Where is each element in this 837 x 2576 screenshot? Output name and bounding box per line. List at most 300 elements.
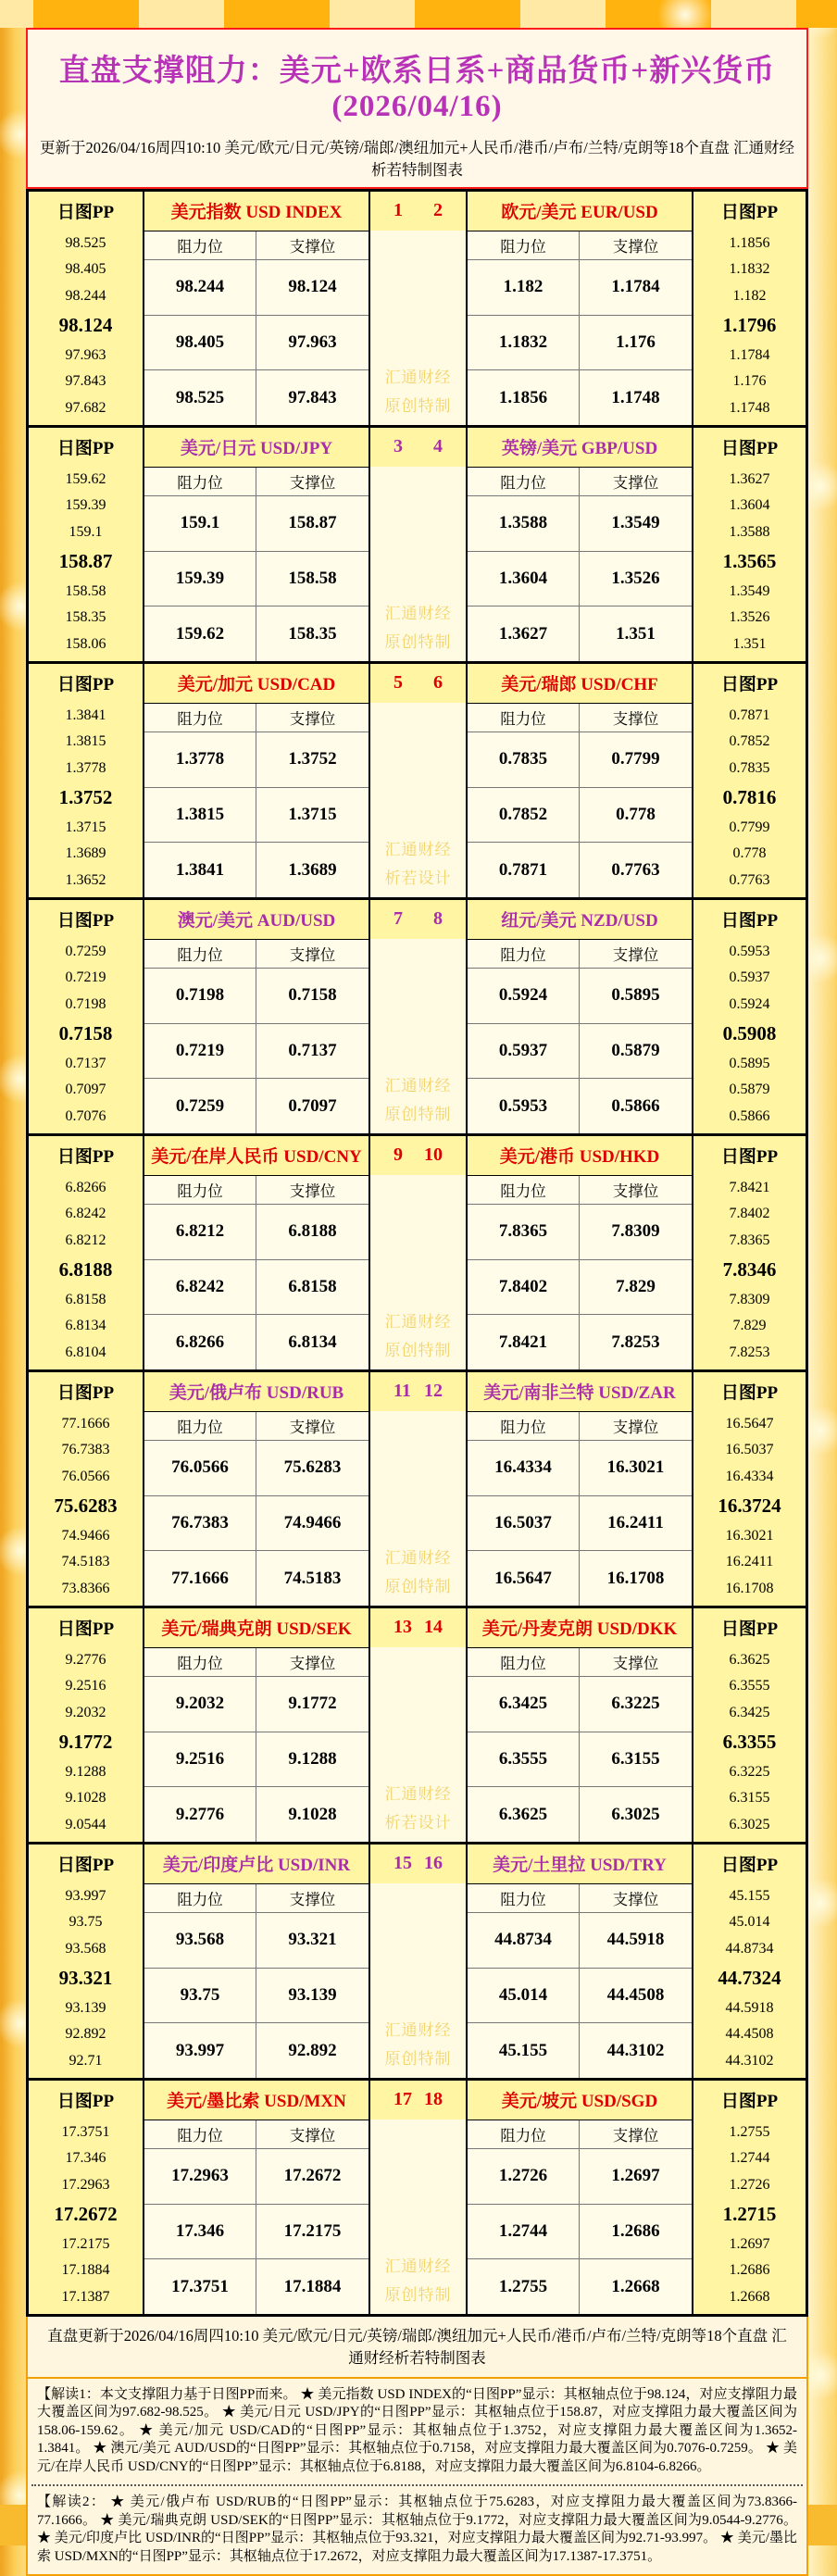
resistance-header-label: 阻力位 [144,468,256,495]
support-header-label: 支撑位 [289,945,336,964]
pair-title-right: 美元/丹麦克朗 USD/DKK [468,1608,692,1648]
resistance-value: 159.1 [144,496,256,551]
rs-row [144,788,369,844]
support-value: 98.124 [288,277,337,297]
resistance-value: 0.7259 [144,1079,256,1133]
pair-table-left [144,1136,369,1369]
pp-level-value: 6.8242 [65,1206,106,1222]
currency-block [29,900,806,1136]
pp-level-value: 97.682 [65,399,106,416]
resistance-header-label: 阻力位 [144,940,256,968]
pair-number-left: 11 [394,1381,411,1402]
pp-level-value: 6.3425 [729,1704,770,1720]
watermark-line: 汇通财经 [384,368,452,386]
pp-level-list [29,1411,143,1606]
pp-level-value: 1.1748 [729,399,770,416]
pair-title-left: 澳元/美元 AUD/USD [144,900,369,940]
support-value: 44.4508 [606,1984,665,2005]
resistance-header-label: 阻力位 [144,1884,256,1912]
resistance-value: 76.0566 [144,1441,256,1495]
pp-level-value: 1.3689 [65,845,106,862]
rs-row [144,843,369,897]
rs-header-row [468,940,692,969]
pp-level-value: 7.8309 [729,1291,770,1307]
resistance-value: 0.7835 [468,732,580,787]
pp-level-value: 0.7799 [729,819,770,835]
pp-level-list [29,703,143,897]
resistance-value: 17.3751 [144,2259,256,2314]
center-column [369,428,468,661]
support-header-label: 支撑位 [612,2126,659,2145]
resistance-header-label: 阻力位 [144,1412,256,1440]
pp-level-value: 92.71 [69,2052,103,2069]
rs-header-row [144,468,369,496]
pp-pivot-value: 1.3565 [722,550,777,573]
support-header-label: 支撑位 [612,945,659,964]
pair-number-row [370,900,466,939]
support-value: 1.1784 [611,277,660,297]
support-value: 1.351 [616,623,656,644]
pair-title-right: 美元/瑞郎 USD/CHF [468,664,692,704]
rs-row [144,2149,369,2205]
daily-pp-header-label: 日图PP [56,1147,115,1168]
rs-header-row [468,704,692,732]
pp-level-value: 73.8366 [61,1580,110,1596]
rs-header-row [468,1176,692,1205]
pp-level-value: 0.5953 [729,944,770,960]
rs-row [468,1079,692,1133]
pp-level-value: 98.244 [65,287,106,304]
rs-header-row [468,2120,692,2149]
pp-level-value: 93.139 [65,1999,106,2016]
pp-level-value: 0.7259 [65,944,106,960]
pair-table-left [144,428,369,661]
daily-pp-header-label: 日图PP [720,911,779,932]
pp-level-value: 6.8212 [65,1232,106,1248]
support-value: 1.2668 [611,2276,660,2296]
rs-row [468,2205,692,2260]
pair-number-row [370,664,466,703]
pp-level-value: 1.182 [732,287,767,304]
support-value: 1.3715 [288,804,337,824]
rs-row [468,1315,692,1369]
rs-row [144,732,369,788]
pp-level-value: 1.2668 [729,2288,770,2305]
rs-row [468,1677,692,1732]
support-value: 158.58 [288,568,337,588]
resistance-value: 7.8421 [468,1315,580,1369]
resistance-value: 0.7852 [468,788,580,843]
currency-block [29,192,806,428]
pair-table-right [468,192,692,425]
pp-level-value: 1.176 [732,373,767,390]
support-value: 158.35 [288,623,337,644]
pp-level-value: 97.963 [65,346,106,363]
pair-title-left: 美元/墨比索 USD/MXN [144,2081,369,2120]
pp-level-value: 159.62 [65,471,106,488]
pp-level-value: 1.1832 [729,261,770,278]
support-value: 1.3752 [288,749,337,769]
daily-pp-header-label: 日图PP [720,1383,779,1404]
pp-level-value: 6.8266 [65,1180,106,1196]
resistance-value: 6.8266 [144,1315,256,1369]
support-value: 6.3155 [611,1748,660,1769]
resistance-value: 1.2726 [468,2149,580,2204]
pp-pivot-value: 158.87 [58,550,113,573]
pair-number-right: 12 [424,1381,443,1402]
currency-block [29,1136,806,1372]
update-subtitle: 更新于2026/04/16周四10:10 美元/欧元/日元/英镑/瑞郎/澳纽加元+人民币/港币/卢布/兰特/克朗等18个直盘 汇通财经析若特制图表 [39,139,795,179]
support-value: 158.87 [288,513,337,533]
pp-level-value: 1.2744 [729,2150,770,2167]
pp-level-value: 45.014 [729,1914,770,1931]
pp-level-value: 1.3715 [65,819,106,835]
resistance-value: 1.3815 [144,788,256,843]
pp-level-value: 0.5895 [729,1055,770,1071]
rs-header-row [144,231,369,260]
support-header-label: 支撑位 [289,1890,336,1908]
watermark-line: 析若设计 [384,869,452,887]
resistance-value: 1.2744 [468,2205,580,2259]
pair-title-left: 美元/俄卢布 USD/RUB [144,1372,369,1412]
daily-pp-column-left [29,192,144,425]
pp-pivot-value: 1.1796 [722,314,777,337]
daily-pp-column-right [692,192,806,425]
pp-level-value: 1.2686 [729,2262,770,2279]
resistance-value: 16.5037 [468,1496,580,1551]
pp-level-value: 0.7835 [729,759,770,776]
support-value: 1.2697 [611,2166,660,2186]
pp-level-value: 6.3555 [729,1678,770,1694]
pp-level-value: 16.5647 [725,1416,774,1432]
pp-level-value: 17.1884 [61,2262,110,2279]
resistance-value: 159.62 [144,606,256,661]
pair-number-left: 7 [394,908,403,930]
pair-number-row [370,1136,466,1175]
support-value: 93.139 [288,1984,337,2005]
pp-level-value: 1.3604 [729,497,770,514]
pair-table-right [468,1844,692,2078]
support-value: 9.1028 [288,1804,337,1824]
pair-number-right: 14 [424,1617,443,1638]
support-value: 17.2672 [283,2166,342,2186]
resistance-value: 1.182 [468,260,580,315]
pair-number-right: 2 [433,200,443,221]
pp-pivot-value: 93.321 [58,1967,113,1990]
resistance-value: 159.39 [144,552,256,606]
resistance-value: 0.5924 [468,969,580,1023]
pp-pivot-value: 6.3355 [722,1731,777,1754]
pp-level-list [693,939,806,1133]
pp-level-value: 6.8104 [65,1344,106,1360]
daily-pp-column-right [692,1136,806,1369]
pp-level-value: 0.7097 [65,1082,106,1098]
resistance-header-label: 阻力位 [144,1648,256,1676]
resistance-header-label: 阻力位 [468,1412,580,1440]
pp-level-value: 0.778 [732,845,767,862]
pp-level-value: 0.5879 [729,1082,770,1098]
pp-level-value: 1.3815 [65,733,106,750]
daily-pp-column-right [692,1608,806,1842]
support-value: 7.8253 [611,1332,660,1352]
pp-pivot-value: 1.3752 [58,786,113,809]
daily-pp-header-label: 日图PP [720,439,779,459]
daily-pp-column-right [692,428,806,661]
rs-row [468,843,692,897]
pair-number-row [370,192,466,231]
pp-level-value: 17.2175 [61,2235,110,2252]
daily-pp-column-left [29,1844,144,2078]
analysis-note-1: 【解读1：本文支撑阻力基于日图PP而来。 ★ 美元指数 USD INDEX的“日图PP”显示：其枢轴点位于98.124，对应支撑阻力最大覆盖区间为97.682-98.525。 ★ 美元/日元 USD/JPY的“日图PP”显示：其枢轴点位于158.87，对应支撑阻力最大覆盖区间为158.06-159.62。 ★ 美元/加元 USD/CAD的“日图PP”显示：其枢轴点位于1.3752，对应支撑阻力最大覆盖区间为1.3652-1.3841。 ★ 澳元/美元 AUD/USD的“日图PP”显示：其枢轴点位于0.7158，对应支撑阻力最大覆盖区间为0.7076-0.7259。 ★ 美元/在岸人民币 USD/CNY的“日图PP”显示：其枢轴点位于6.8188，对应支撑阻力最大覆盖区间为6.8104-6.8266。 [37,2386,797,2474]
daily-pp-column-left [29,900,144,1133]
watermark [370,1647,466,1842]
center-column [369,1844,468,2078]
pair-table-left [144,192,369,425]
pp-level-value: 97.843 [65,373,106,390]
center-column [369,2081,468,2314]
pair-title-right: 美元/南非兰特 USD/ZAR [468,1372,692,1412]
pp-level-value: 98.405 [65,261,106,278]
rs-row [468,1732,692,1788]
rs-row [468,2023,692,2078]
pp-pivot-value: 0.7158 [58,1022,113,1045]
daily-pp-header-label: 日图PP [720,1147,779,1168]
watermark-line: 原创特制 [384,1105,452,1123]
rs-row [144,1732,369,1788]
pp-level-value: 0.7852 [729,733,770,750]
pp-level-value: 0.7219 [65,969,106,986]
resistance-value: 44.8734 [468,1913,580,1968]
daily-pp-header-label: 日图PP [56,1383,115,1404]
pp-level-value: 16.5037 [725,1442,774,1458]
resistance-value: 0.5937 [468,1024,580,1079]
rs-row [144,260,369,316]
watermark-line: 原创特制 [384,396,452,415]
rs-row [144,2259,369,2314]
daily-pp-header-label: 日图PP [56,675,115,695]
support-header-label: 支撑位 [289,237,336,256]
currency-block [29,1372,806,1608]
watermark-line: 汇通财经 [384,1076,452,1094]
rs-row [144,316,369,371]
pair-title-left: 美元/加元 USD/CAD [144,664,369,704]
pp-level-list [693,467,806,661]
pp-level-value: 74.9466 [61,1527,110,1544]
resistance-header-label: 阻力位 [468,2120,580,2148]
pp-level-list [29,467,143,661]
rs-row [144,969,369,1024]
pp-level-value: 0.7137 [65,1055,106,1071]
support-value: 1.3526 [611,568,660,588]
rs-row [468,1913,692,1969]
pp-level-value: 6.3025 [729,1816,770,1832]
pp-level-value: 9.1028 [65,1790,106,1807]
resistance-value: 0.7871 [468,843,580,897]
support-value: 17.2175 [283,2220,342,2241]
rs-header-row [144,1176,369,1205]
watermark [370,703,466,897]
resistance-value: 1.2755 [468,2259,580,2314]
watermark [370,2120,466,2314]
pp-level-value: 9.2032 [65,1704,106,1720]
support-value: 0.7763 [611,859,660,880]
center-column [369,1608,468,1842]
rs-row [468,788,692,844]
watermark-line: 原创特制 [384,1341,452,1359]
resistance-value: 17.2963 [144,2149,256,2204]
rs-row [468,1441,692,1496]
support-value: 0.5879 [611,1040,660,1060]
infographic-page [26,28,808,2576]
support-header-label: 支撑位 [289,473,336,492]
pp-level-value: 159.1 [69,523,103,540]
pp-level-list [693,2120,806,2314]
daily-pp-header-label: 日图PP [56,439,115,459]
rs-header-row [468,231,692,260]
daily-pp-column-left [29,2081,144,2314]
rs-row [468,496,692,552]
resistance-header-label: 阻力位 [144,1176,256,1204]
pp-level-value: 76.0566 [61,1468,110,1484]
analysis-note-2: 【解读2： ★ 美元/俄卢布 USD/RUB的“日图PP”显示：其枢轴点位于75.6283，对应支撑阻力最大覆盖区间为73.8366-77.1666。 ★ 美元/瑞典克朗 USD/SEK的“日图PP”显示：其枢轴点位于9.1772，对应支撑阻力最大覆盖区间为9.0544-9.2776。 ★ 美元/印度卢比 USD/INR的“日图PP”显示：其枢轴点位于93.321，对应支撑阻力最大覆盖区间为92.71-93.997。 ★ 美元/墨比索 USD/MXN的“日图PP”显示：其枢轴点位于17.2672，对应支撑阻力最大覆盖区间为17.1387-17.3751。 [37,2495,797,2564]
resistance-value: 76.7383 [144,1496,256,1551]
daily-pp-header-label: 日图PP [720,675,779,695]
resistance-header-label: 阻力位 [468,1648,580,1676]
rs-row [468,1551,692,1606]
rs-row [468,732,692,788]
support-value: 0.7799 [611,749,660,769]
resistance-value: 93.75 [144,1969,256,2023]
resistance-value: 0.7219 [144,1024,256,1079]
watermark [370,231,466,425]
pp-level-list [29,1883,143,2078]
center-column [369,1136,468,1369]
pair-title-right: 美元/土里拉 USD/TRY [468,1844,692,1884]
rs-row [144,1496,369,1552]
pp-level-value: 0.7076 [65,1107,106,1124]
resistance-value: 6.8212 [144,1205,256,1259]
pair-number-left: 1 [394,200,403,221]
support-value: 6.3225 [611,1694,660,1714]
pp-level-list [29,231,143,425]
support-value: 1.3689 [288,859,337,880]
pp-level-value: 16.3021 [725,1527,774,1544]
currency-block [29,1844,806,2081]
rs-row [144,1079,369,1133]
pair-table-right [468,900,692,1133]
pp-level-value: 158.58 [65,582,106,599]
daily-pp-header-label: 日图PP [720,1856,779,1876]
pp-level-value: 9.1288 [65,1763,106,1780]
daily-pp-header-label: 日图PP [56,1619,115,1640]
rs-header-row [144,704,369,732]
pp-pivot-value: 44.7324 [718,1967,781,1990]
watermark-line: 汇通财经 [384,1784,452,1803]
support-value: 0.5895 [611,985,660,1006]
footer-update-note: 直盘更新于2026/04/16周四10:10 美元/欧元/日元/英镑/瑞郎/澳纽加元+人民币/港币/卢布/兰特/克朗等18个直盘 汇通财经析若特制图表 [28,2317,806,2379]
pair-number-left: 13 [394,1617,412,1638]
watermark [370,467,466,661]
currency-block [29,428,806,664]
resistance-header-label: 阻力位 [144,2120,256,2148]
pp-level-value: 1.2755 [729,2124,770,2141]
support-value: 9.1288 [288,1748,337,1769]
rs-row [468,606,692,661]
pp-level-value: 6.8134 [65,1318,106,1334]
watermark [370,1175,466,1369]
pp-level-value: 0.7871 [729,707,770,724]
pp-pivot-value: 7.8346 [722,1258,777,1282]
rs-row [468,1969,692,2024]
pair-number-left: 17 [394,2089,412,2110]
currency-blocks-container [29,192,806,2314]
pp-level-value: 9.0544 [65,1816,106,1832]
resistance-value: 1.3841 [144,843,256,897]
pair-table-right [468,1372,692,1606]
daily-pp-column-right [692,900,806,1133]
pp-level-value: 1.1856 [729,235,770,252]
pair-table-left [144,2081,369,2314]
pp-level-value: 1.1784 [729,346,770,363]
pp-level-value: 7.8365 [729,1232,770,1248]
pair-table-right [468,1608,692,1842]
pp-level-value: 1.2726 [729,2176,770,2193]
resistance-value: 7.8365 [468,1205,580,1259]
pair-number-row [370,1844,466,1883]
resistance-value: 16.5647 [468,1551,580,1606]
resistance-value: 98.405 [144,316,256,370]
pp-level-value: 1.3549 [729,582,770,599]
pair-title-left: 美元/瑞典克朗 USD/SEK [144,1608,369,1648]
pp-level-value: 74.5183 [61,1554,110,1570]
rs-row [144,606,369,661]
support-value: 6.8158 [288,1276,337,1296]
center-column [369,1372,468,1606]
pp-level-value: 1.3627 [729,471,770,488]
pair-number-row [370,428,466,467]
resistance-value: 16.4334 [468,1441,580,1495]
pp-level-list [29,1647,143,1842]
support-value: 97.963 [288,331,337,352]
pair-table-left [144,1844,369,2078]
support-header-label: 支撑位 [612,1654,659,1672]
daily-pp-column-right [692,1372,806,1606]
rs-row [144,552,369,607]
support-value: 0.7158 [288,985,337,1006]
pair-number-left: 9 [394,1144,403,1166]
pp-level-value: 1.3588 [729,523,770,540]
watermark-line: 汇通财经 [384,1312,452,1331]
resistance-value: 9.2032 [144,1677,256,1732]
watermark-line: 析若设计 [384,1813,452,1832]
pp-level-value: 158.06 [65,635,106,652]
support-value: 9.1772 [288,1694,337,1714]
resistance-header-label: 阻力位 [468,231,580,259]
support-header-label: 支撑位 [289,1182,336,1200]
resistance-value: 6.3555 [468,1732,580,1787]
daily-pp-column-right [692,664,806,897]
rs-header-row [144,1884,369,1913]
pp-level-value: 16.1708 [725,1580,774,1596]
support-value: 17.1884 [283,2276,342,2296]
support-header-label: 支撑位 [612,1418,659,1436]
background-top-strip [0,0,837,28]
resistance-value: 0.5953 [468,1079,580,1133]
rs-row [144,2205,369,2260]
resistance-header-label: 阻力位 [144,231,256,259]
support-value: 74.9466 [283,1512,342,1532]
pp-level-value: 45.155 [729,1888,770,1905]
